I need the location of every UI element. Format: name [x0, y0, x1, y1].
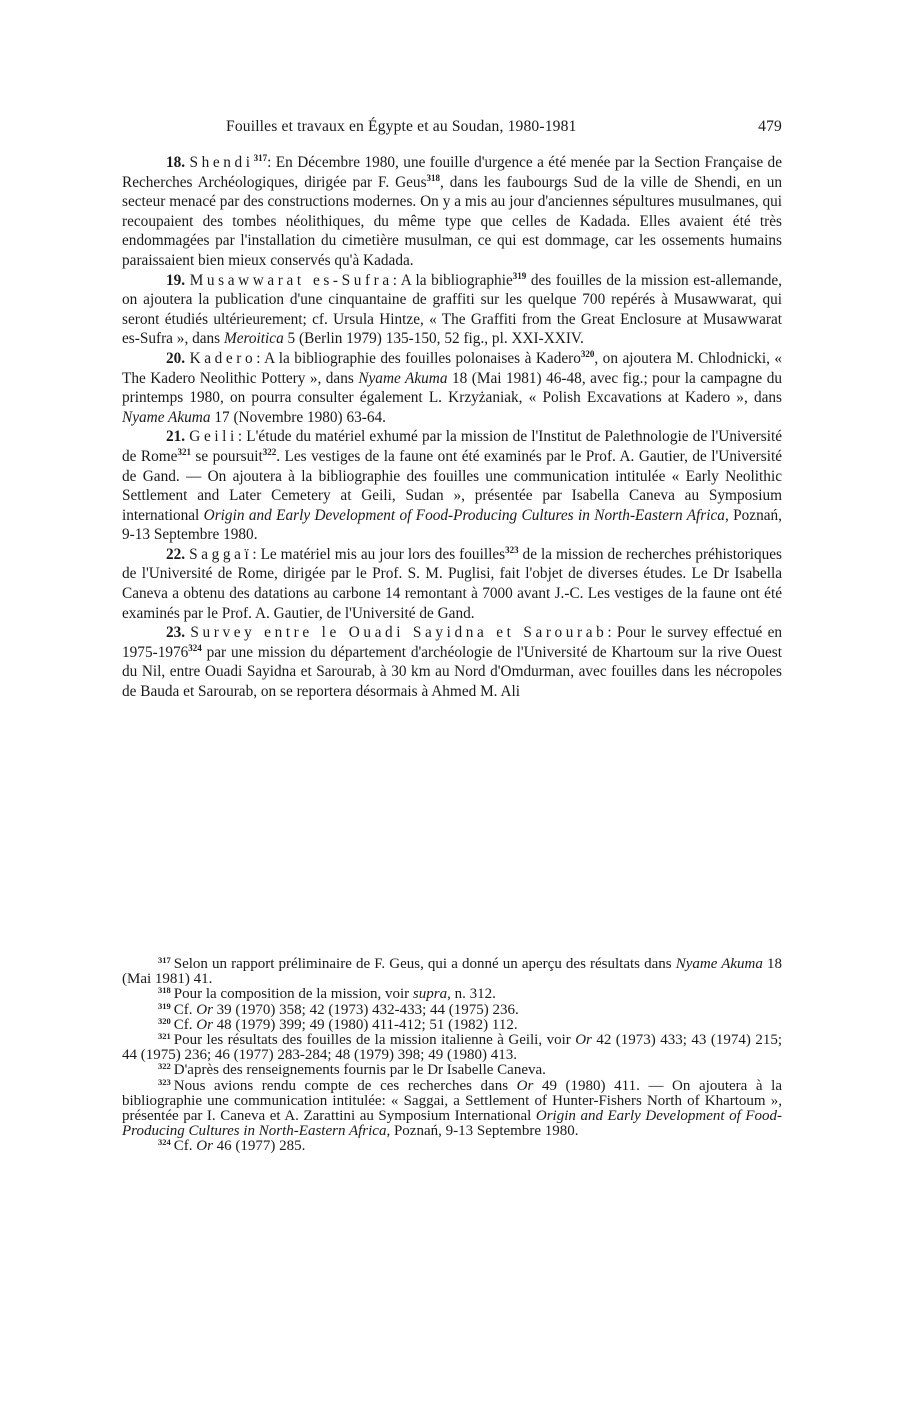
paragraph-20-kadero — [122, 349, 782, 427]
footnote-text: Pour la composition de la mission, voir — [173, 986, 413, 1003]
footnote-text: Pour les résultats des fouilles de la mission italienne à Geili, voir — [173, 1032, 576, 1049]
footnote-italic: Or — [196, 1016, 213, 1033]
section-number: 21. — [166, 428, 186, 446]
footnote-italic: Or — [516, 1077, 534, 1094]
journal-title: Nyame Akuma — [122, 408, 211, 426]
footnote-text: Cf. — [173, 1001, 197, 1018]
site-name: Musawwarat es-Sufra — [189, 271, 393, 289]
paragraph-text: se poursuit — [190, 447, 263, 465]
footnote-text: Selon un rapport préliminaire de F. Geus, qui a donné un aperçu des résultats dans — [173, 956, 676, 972]
paragraph-text: : Pour le survey effectué en 1975-1976 — [122, 624, 783, 661]
section-number: 20. — [166, 349, 186, 367]
paragraph-text: de la mission de recherches préhistoriques de l'Université de Rome, dirigée par le Prof. S. M. Puglisi, fait l'objet de diverses études. Le Dr Isabella Caneva a obtenu des datations au carbone 14 remontant à 7000 avant J.-C. Les vestiges de la faune ont été examinés par le Prof. A. Gautier, de l'Université de Gand. — [122, 545, 782, 622]
section-number: 22. — [166, 545, 186, 563]
section-number: 19. — [166, 271, 186, 289]
paragraph-text: : En Décembre 1980, une fouille d'urgence a été menée par la Section Française de Recherches Archéologiques, dirigée par F. Geus — [122, 154, 783, 191]
symposium-title: Origin and Early Development of Food-Producing Cultures in North-Eastern Africa — [203, 506, 725, 524]
footnote-320 — [122, 1015, 782, 1033]
section-number: 18. — [166, 154, 186, 171]
running-header — [226, 118, 782, 136]
footnote-text: 48 (1979) 399; 49 (1980) 411-412; 51 (1982) 112. — [212, 1016, 518, 1033]
journal-title: Nyame Akuma — [358, 369, 448, 387]
footnote-text: Cf. — [173, 1016, 197, 1033]
paragraph-text: 17 (Novembre 1980) 63-64. — [210, 408, 386, 426]
footnote-ref: 322 — [262, 446, 277, 457]
site-name: Saggaï — [189, 545, 253, 563]
paragraph-18-shendi — [122, 153, 782, 271]
footnote-number: 319 — [158, 1000, 171, 1011]
paragraph-text: . Les vestiges de la faune ont été examinés par le Prof. A. Gautier, de l'Université de Gand. — On ajoutera à la bibliographie des fouilles une communication intitulée « Early Neolithic Settlement and Later Cemetery at Geili, Sudan », présentée par Isabella Caneva au Symposium international — [122, 447, 782, 524]
paragraph-19-musawwarat — [122, 271, 782, 349]
footnote-text: 42 (1973) 433; 43 (1974) 215; 44 (1975) 236; 46 (1977) 283-284; 48 (1979) 398; 49 (1980) 413. — [122, 1032, 782, 1064]
footnote-text: 46 (1977) 285. — [212, 1138, 306, 1155]
footnote-ref: 319 — [512, 270, 527, 281]
footnote-text: 18 (Mai 1981) 41. — [122, 956, 782, 988]
footnote-italic: Or — [196, 1138, 213, 1155]
footnote-number: 323 — [158, 1076, 171, 1087]
footnote-text: D'après des renseignements fournis par le Dr Isabelle Caneva. — [173, 1062, 546, 1079]
footnote-ref: 321 — [177, 446, 191, 457]
paragraph-text: : A la bibliographie — [392, 271, 513, 289]
footnote-number: 322 — [158, 1061, 171, 1072]
footnote-318 — [122, 987, 782, 1002]
paragraph-text: 18 (Mai 1981) 46-48, avec fig.; pour la campagne du printemps 1980, on pourra consulter également L. Krzyżaniak, « Polish Excavations at Kadero », dans — [122, 369, 782, 407]
running-title: Fouilles et travaux en Égypte et au Soudan, 1980-1981 — [226, 118, 577, 135]
paragraph-text: : Le matériel mis au jour lors des fouilles — [252, 545, 506, 563]
footnote-number: 318 — [158, 985, 171, 996]
footnote-text: , Poznań, 9-13 Septembre 1980. — [386, 1123, 579, 1140]
paragraph-text: : A la bibliographie des fouilles polonaises à Kadero — [256, 349, 581, 367]
footnote-number: 321 — [158, 1031, 171, 1042]
paragraph-text: 5 (Berlin 1979) 135-150, 52 fig., pl. XXI-XXIV. — [283, 330, 584, 348]
footnote-ref: 317 — [253, 153, 268, 163]
footnote-number: 324 — [158, 1137, 171, 1148]
main-text — [122, 153, 782, 702]
footnote-text: 49 (1980) 411. — On ajoutera à la bibliographie une communication intitulée: « Saggai, a Settlement of Hunter-Fishers North of Khartoum », présentée par I. Caneva et A. Zarattini au Symposium International — [122, 1077, 782, 1125]
footnote-italic: Nyame Akuma — [675, 956, 763, 972]
footnote-text: Cf. — [173, 1138, 197, 1155]
paragraph-text: , on ajoutera M. Chlodnicki, « The Kadero Neolithic Pottery », dans — [122, 349, 783, 387]
paragraph-text: par une mission du département d'archéologie de l'Université de Khartoum sur la rive Ouest du Nil, entre Ouadi Sayidna et Sarourab, à 30 km au Nord d'Omdurman, avec fouilles dans les nécropoles de Bauda et Sarourab, on se reportera désormais à Ahmed M. Ali — [122, 643, 782, 701]
paragraph-22-saggai — [122, 545, 782, 623]
footnote-text: Nous avions rendu compte de ces recherches dans — [173, 1077, 517, 1094]
footnotes — [122, 957, 782, 1155]
footnote-321 — [122, 1033, 782, 1063]
footnote-ref: 318 — [426, 172, 441, 183]
footnote-number: 317 — [158, 955, 171, 965]
paragraph-text: , dans les faubourgs Sud de la ville de Shendi, en un secteur menacé par des constructions modernes. On y a mis au jour d'anciennes sépultures musulmanes, qui recoupaient des tombes néolithiques, du même type que celles de Kadada. Elles avaient été très endommagées par l'installation du cimetière musulman, ce qui est dommage, car les ossements humains paraissaient bien mieux conservés qu'à Kadada. — [122, 173, 782, 269]
paragraph-21-geili — [122, 427, 782, 545]
footnote-italic: Or — [196, 1001, 213, 1018]
footnote-319 — [122, 1000, 782, 1018]
site-name: Survey entre le Ouadi Sayidna et Sarourab — [190, 624, 608, 642]
footnote-ref: 323 — [505, 544, 519, 555]
footnote-323 — [122, 1076, 782, 1140]
footnote-italic: Or — [575, 1032, 592, 1049]
footnote-324 — [122, 1139, 782, 1154]
footnote-ref: 324 — [188, 642, 202, 653]
section-number: 23. — [166, 624, 186, 642]
paragraph-text: des fouilles de la mission est-allemande, on ajoutera la publication d'une cinquantaine de graffiti sur les quelque 700 repérés à Musawwarat, qui seront étudiés ultérieurement; cf. Ursula Hintze, « The Graffiti from the Great Enclosure at Musawwarat es-Sufra », dans — [122, 271, 782, 348]
footnote-text: , n. 312. — [447, 986, 496, 1003]
page-number: 479 — [758, 118, 782, 135]
site-name: Geili — [189, 428, 238, 446]
paragraph-text: : L'étude du matériel exhumé par la mission de l'Institut de Palethnologie de l'Université de Rome — [122, 428, 783, 465]
paragraph-text: , Poznań, 9-13 Septembre 1980. — [122, 506, 782, 544]
paragraph-23-survey — [122, 623, 782, 701]
footnote-italic: supra — [412, 986, 448, 1003]
footnote-text: 39 (1970) 358; 42 (1973) 432-433; 44 (1975) 236. — [212, 1001, 519, 1018]
site-name: Shendi — [189, 154, 254, 171]
footnote-ref: 320 — [580, 348, 595, 359]
footnote-number: 320 — [158, 1015, 171, 1026]
footnote-italic: Origin and Early Development of Food-Producing Cultures in North-Eastern Africa — [122, 1108, 782, 1140]
journal-title: Meroitica — [223, 330, 284, 348]
footnote-322 — [122, 1063, 782, 1078]
site-name: Kadero — [189, 349, 257, 367]
footnote-317 — [122, 957, 782, 987]
